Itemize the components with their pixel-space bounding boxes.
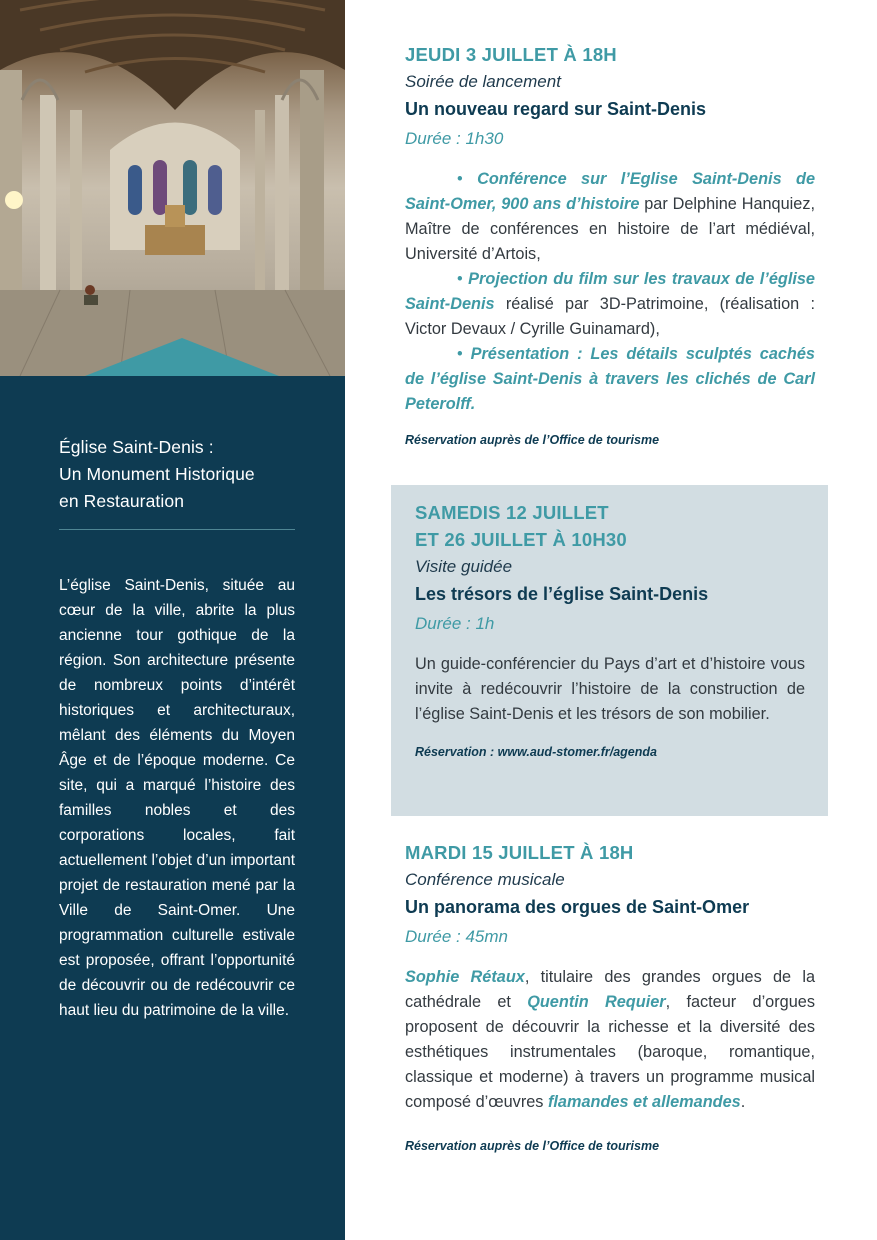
sidebar-panel	[0, 376, 345, 1240]
event-date-line: ET 26 JUILLET À 10H30	[415, 529, 627, 550]
sidebar-description: L’église Saint-Denis, située au cœur de la ville, abrite la plus ancienne tour gothique de la région. Son architecture présente de nombreux points d’intérêt historiques et architecturaux, mêlant des éléments du Moyen Âge et de l’époque moderne. Ce site, qui a marqué l’histoire des familles nobles et des corporations locales, fait actuellement l’objet d’un important projet de restauration mené par la Ville de Saint-Omer. Une programmation culturelle estivale est proposée, offrant l’opportunité de découvrir ou de redécouvrir ce haut lieu du patrimoine de la ville.	[59, 577, 295, 1019]
description-text: , facteur d’orgues proposent de découvrir la richesse et la diversité des esthétiques instrumentales (baroque, romantique, classique et moderne) à travers un programme musical composé d’œuvres	[405, 993, 815, 1111]
program-item	[405, 167, 815, 267]
program-item-text: par Delphine Hanquiez, Maître de conférences en histoire de l’art médiéval, Université d’Artois,	[405, 195, 816, 263]
event-date	[415, 499, 805, 553]
event-type: Conférence musicale	[405, 870, 565, 889]
bullet-icon: •	[457, 170, 463, 188]
program-item-highlight: Présentation : Les détails sculptés cachés de l’église Saint-Denis à travers les clichés de Carl Peterolff.	[405, 345, 815, 413]
event-duration: Durée : 1h	[415, 614, 495, 633]
event-date-line: SAMEDIS 12 JUILLET	[415, 502, 609, 523]
bullet-icon: •	[457, 270, 463, 288]
performer-name: Quentin Requier	[527, 993, 666, 1011]
program-item-text: réalisé par 3D-Patrimoine, (réalisation : Victor Devaux / Cyrille Guinamard),	[405, 295, 815, 338]
event-duration: Durée : 45mn	[405, 927, 508, 946]
sidebar-title	[59, 434, 309, 515]
church-interior-illustration	[0, 0, 345, 376]
program-item	[405, 267, 815, 342]
description-text: .	[740, 1093, 746, 1111]
event-date: MARDI 15 JUILLET À 18H	[405, 842, 634, 863]
sidebar-title-line: en Restauration	[59, 491, 185, 511]
description-text: , titulaire des grandes orgues de la cathédrale et	[405, 968, 815, 1011]
sidebar-title-line: Église Saint-Denis :	[59, 437, 214, 457]
event-duration: Durée : 1h30	[405, 129, 504, 148]
reservation-note: Réservation auprès de l’Office de tourisme	[405, 1139, 660, 1153]
reservation-link[interactable]: Réservation : www.aud-stomer.fr/agenda	[415, 745, 657, 759]
program-item-highlight: Projection du film sur les travaux de l’église Saint-Denis	[405, 270, 815, 313]
event-organ-concert	[405, 839, 815, 1155]
sidebar-divider	[59, 529, 295, 530]
event-title: Les trésors de l’église Saint-Denis	[415, 584, 709, 604]
event-description	[405, 965, 815, 1115]
event-description: Un guide-conférencier du Pays d’art et d’histoire vous invite à redécouvrir l’histoire de la construction de l’église Saint-Denis et les trésors de son mobilier.	[415, 655, 805, 723]
event-type: Soirée de lancement	[405, 72, 561, 91]
sidebar-title-line: Un Monument Historique	[59, 464, 255, 484]
event-guided-tour	[415, 499, 805, 761]
event-launch-evening	[405, 41, 815, 449]
repertoire-highlight: flamandes et allemandes	[547, 1093, 741, 1111]
church-interior-photo	[0, 0, 345, 376]
program-list	[405, 167, 815, 417]
event-title: Un panorama des orgues de Saint-Omer	[405, 897, 750, 917]
performer-name: Sophie Rétaux	[405, 968, 525, 986]
bullet-icon: •	[457, 345, 463, 363]
reservation-note: Réservation auprès de l’Office de tourisme	[405, 433, 660, 447]
program-item	[405, 342, 815, 417]
event-date: JEUDI 3 JUILLET À 18H	[405, 44, 617, 65]
program-item-highlight: Conférence sur l’Eglise Saint-Denis de Saint-Omer, 900 ans d’histoire	[405, 170, 815, 213]
event-type: Visite guidée	[415, 557, 513, 576]
event-title: Un nouveau regard sur Saint-Denis	[405, 99, 707, 119]
